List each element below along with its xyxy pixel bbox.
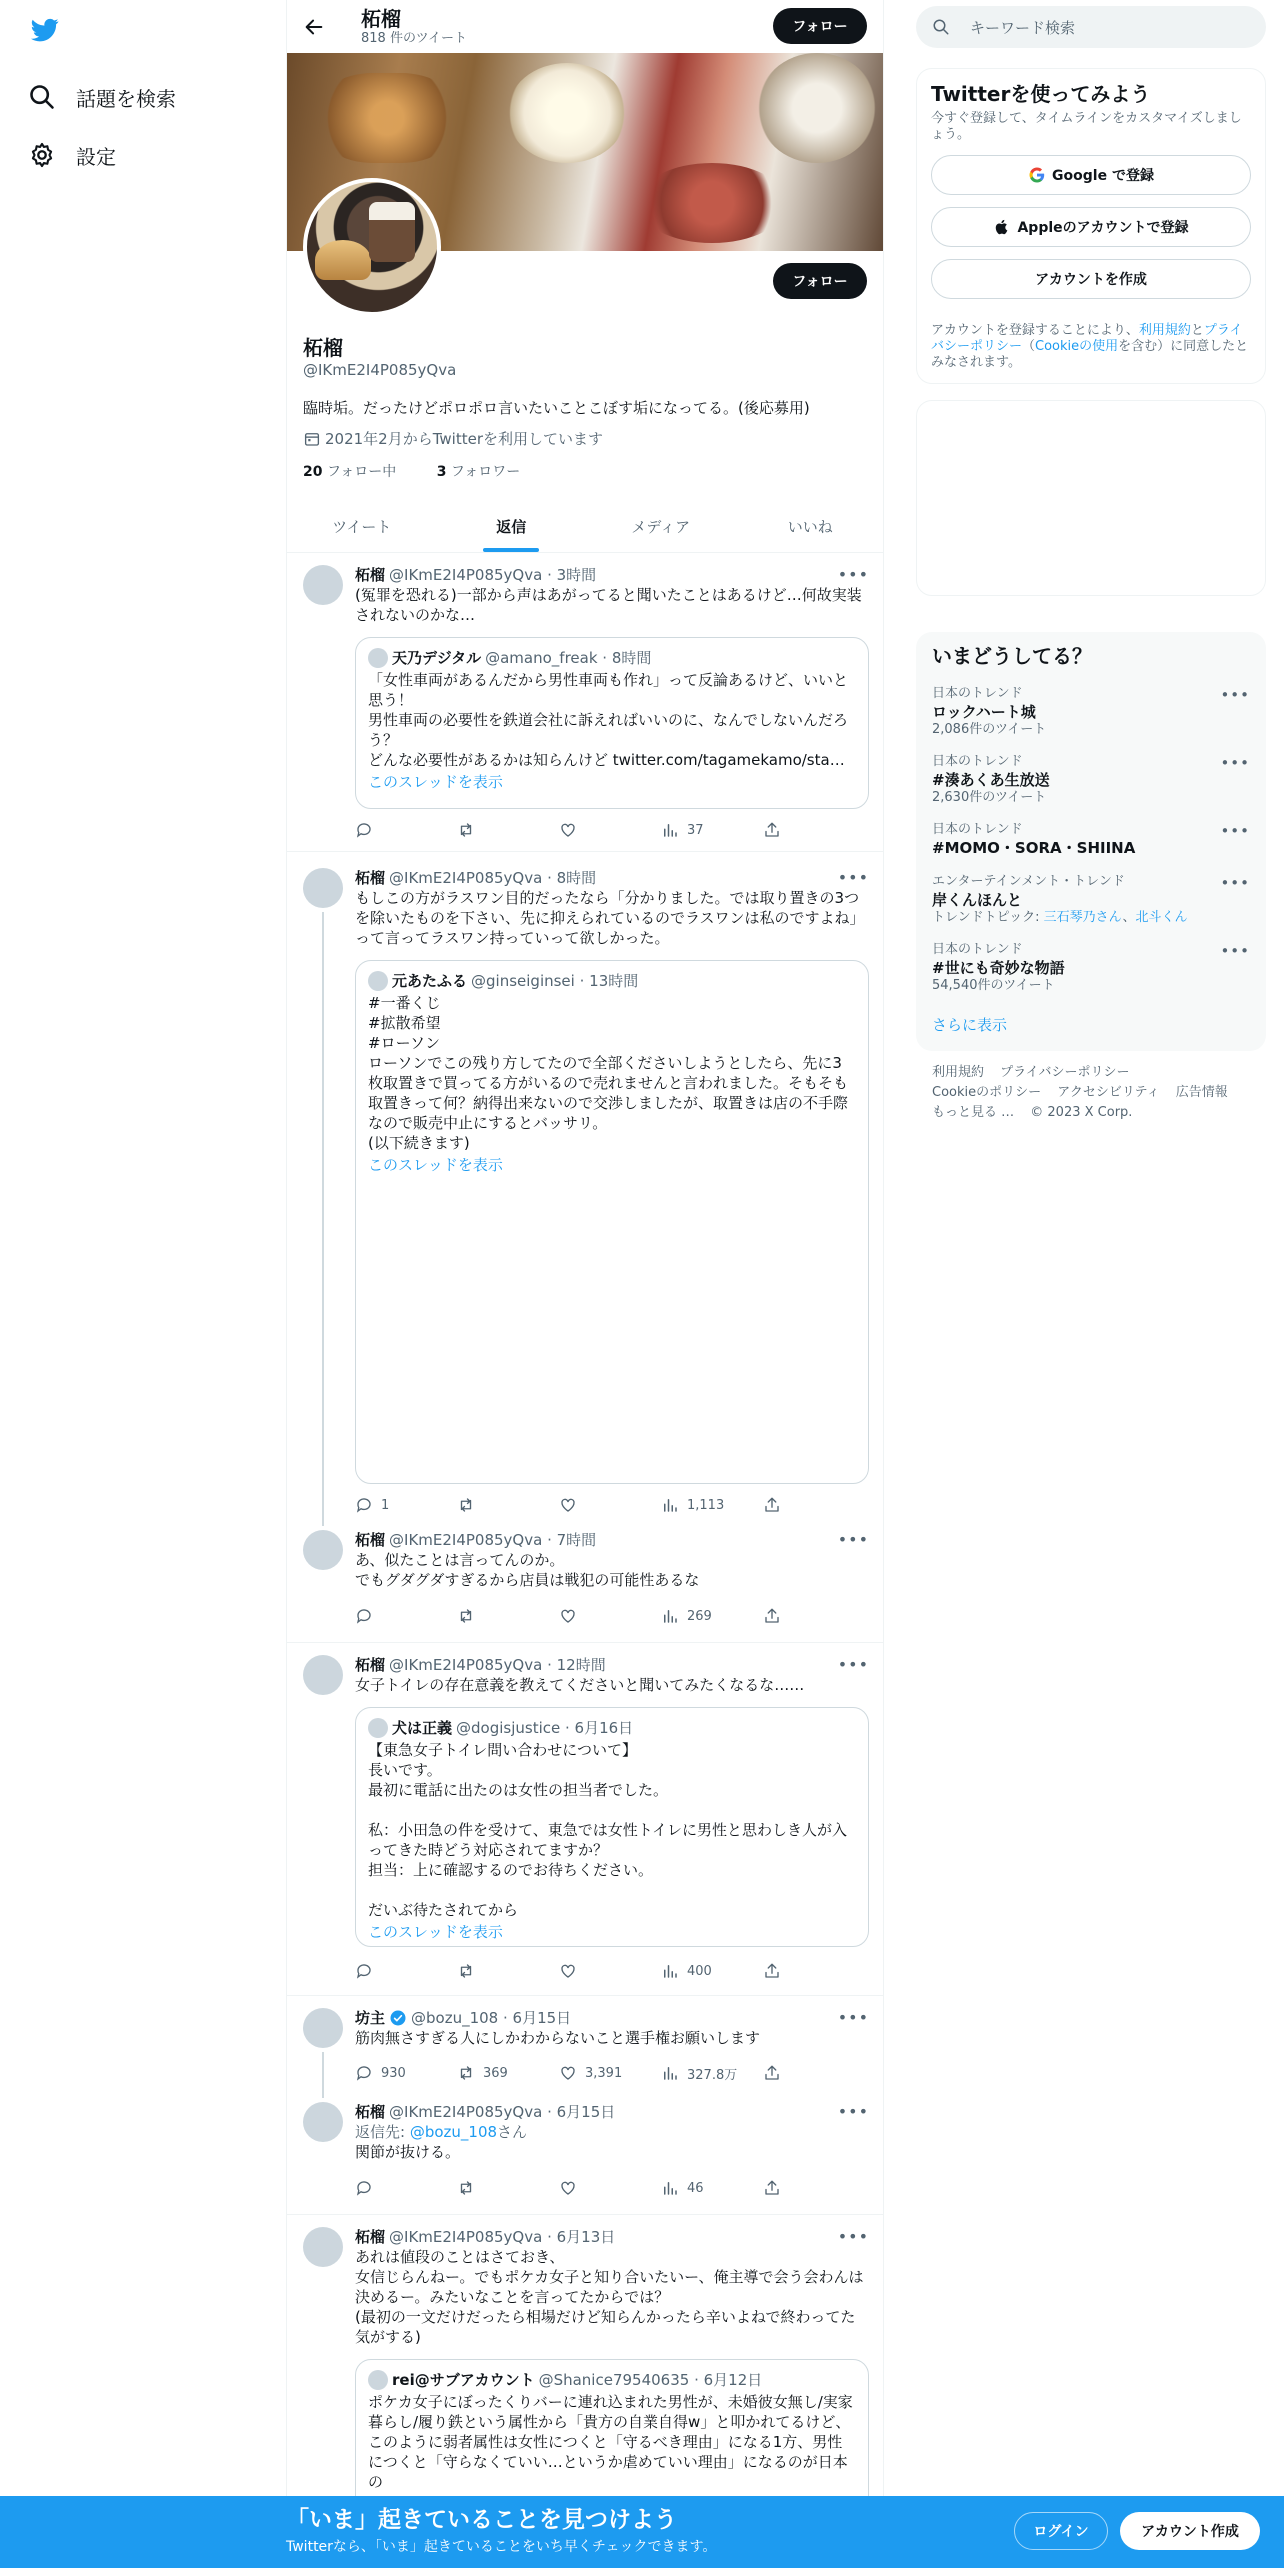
heart-icon xyxy=(559,1962,577,1980)
reply-icon xyxy=(355,2179,373,2197)
tweet-text: もしこの方がラスワン目的だったなら「分かりました。では取り置きの3つを除いたものを下さい、先に抑えられているのでラスワンは私のですよね」って言ってラスワン持っていって欲しかった。 xyxy=(355,889,865,947)
tweet-author[interactable]: 柘榴 xyxy=(355,1531,386,1549)
replying-to: 返信先: @bozu_108さん xyxy=(355,2123,528,2141)
tweet-actions xyxy=(355,1947,869,1995)
share-icon xyxy=(763,1607,781,1625)
profile-name: 柘榴 xyxy=(303,336,343,360)
terms-link[interactable]: 利用規約 xyxy=(1138,323,1191,338)
like-count: 3,391 xyxy=(585,2065,623,2081)
reply-icon xyxy=(355,1607,373,1625)
views-icon xyxy=(661,2179,679,2197)
bottom-title: 「いま」起きていることを見つけよう xyxy=(286,2507,677,2533)
signup-legal: アカウントを登録することにより、利用規約とプライバシーポリシー（Cookieの使用を含む）に同意したとみなされます。 xyxy=(931,323,1249,370)
tweet-author[interactable]: 柘榴 xyxy=(355,566,386,584)
quote-text: ポケカ女子にぼったくりバーに連れ込まれた男性が、未婚彼女無し/実家暮らし/履り鉄という属性から「貴方の自業自得w」と叩かれてるけど、このように弱者属性は女性につくと「守るべき理由」になる1方、男性につくと「守らなくていい…というか虐めていい理由」になるのが日本の xyxy=(368,2393,853,2491)
twitter-bird-icon[interactable] xyxy=(28,16,62,44)
more-icon[interactable]: ••• xyxy=(837,2102,869,2121)
quote-avatar xyxy=(368,1718,388,1738)
retweet-icon xyxy=(457,1496,475,1514)
quoted-tweet[interactable]: rei@サブアカウント @Shanice79540635 · 6月12日 ポケカ女子にぼったくりバーに連れ込まれた男性が、未婚彼女無し/実家暮らし/履り鉄という属性から「貴方の自業自得w」と叩かれてるけど、このように弱者属性は女性につくと「守るべき理由」になる1方、男性につくと「守らなくていい…というか虐めていい理由」になるのが日本の xyxy=(355,2359,869,2519)
trends-panel xyxy=(916,632,1266,1051)
like-button[interactable] xyxy=(559,1496,661,1514)
signup-title: Twitterを使ってみよう xyxy=(931,82,1151,106)
header-name: 柘榴 xyxy=(361,6,401,31)
more-icon[interactable]: ••• xyxy=(837,868,869,887)
tweet[interactable]: ••• 柘榴 @IKmE2I4P085yQva · 3時間 (冤罪を恐れる)一部から声はあがってると聞いたことはあるけど…何故実装されないのかな… 天乃デジタル @amano_freak · 8時間 「女性車両があるんだから男性車両も作れ」って反論あるけど、いいと思う！ 男性車両の必要性を鉄道会社に訴えればいいのに、なんでしないんだろう？ どんな必要性があるかは知らんけど twitter.com/tagamekamo/sta… このスレッドを表示 37 xyxy=(287,553,884,852)
views-icon xyxy=(661,1607,679,1625)
quoted-tweet[interactable]: 犬は正義 @dogisjustice · 6月16日 【東急女子トイレ問い合わせについて】 長いです。 最初に電話に出たのは女性の担当者でした。 私：小田急の件を受けて、東急では女性トイレに男性と思わしき人が入ってきた時どう対応されてますか？ 担当：上に確認するのでお待ちください。 だいぶ待たされてから このスレッドを表示 xyxy=(355,1707,869,1947)
tweet-text: 女子トイレの存在意義を教えてくださいと聞いてみたくなるな…… xyxy=(355,1676,805,1694)
tweet-actions xyxy=(355,2048,869,2098)
nav-settings-label: 設定 xyxy=(76,144,116,169)
quote-text: 「女性車両があるんだから男性車両も作れ」って反論あるけど、いいと思う！ 男性車両の必要性を鉄道会社に訴えればいいのに、なんでしないんだろう？ どんな必要性があるかは知らんけど twitter.com/tagamekamo/sta… xyxy=(368,671,849,769)
tweet-handle[interactable]: @IKmE2I4P085yQva xyxy=(389,1531,543,1549)
footer-link[interactable]: 広告情報 xyxy=(1175,1085,1228,1100)
verified-badge-icon xyxy=(389,2009,407,2027)
following-link[interactable]: 20 フォロー中 xyxy=(303,464,397,480)
share-icon xyxy=(763,1496,781,1514)
quoted-tweet[interactable]: 天乃デジタル @amano_freak · 8時間 「女性車両があるんだから男性車両も作れ」って反論あるけど、いいと思う！ 男性車両の必要性を鉄道会社に訴えればいいのに、なんでしないんだろう？ どんな必要性があるかは知らんけど twitter.com/tagamekamo/sta… このスレッドを表示 xyxy=(355,637,869,809)
reply-icon xyxy=(355,1496,373,1514)
retweet-button[interactable] xyxy=(457,1607,559,1625)
thread-line xyxy=(322,2052,324,2098)
search-icon xyxy=(28,83,56,111)
tweet-time[interactable]: 12時間 xyxy=(556,1656,606,1674)
tweet[interactable]: ••• 柘榴 @IKmE2I4P085yQva · 12時間 女子トイレの存在意義を教えてくださいと聞いてみたくなるな…… 犬は正義 @dogisjustice · 6月16日 【東急女子トイレ問い合わせについて】 長いです。 最初に電話に出たのは女性の担当者でした。 私：小田急の件を受けて、東急では女性トイレに男性と思わしき人が入ってきた時どう対応されてますか？ 担当：上に確認するのでお待ちください。 だいぶ待たされてから このスレッドを表示 400 xyxy=(287,1643,884,1996)
quote-avatar xyxy=(368,971,388,991)
bottom-signup-banner xyxy=(0,2496,1284,2568)
nav-settings[interactable] xyxy=(28,126,262,184)
retweet-icon xyxy=(457,821,475,839)
views-button[interactable] xyxy=(661,1962,763,1980)
tweet-actions xyxy=(355,809,869,851)
share-button[interactable] xyxy=(763,821,789,839)
views-button[interactable] xyxy=(661,1496,763,1514)
tweet-handle[interactable]: @IKmE2I4P085yQva xyxy=(389,869,543,887)
tweet[interactable]: ••• 柘榴 @IKmE2I4P085yQva · 8時間 もしこの方がラスワン目的だったなら「分かりました。では取り置きの3つを除いたものを下さい、先に抑えられているのでラスワンは私のですよね」って言ってラスワン持っていって欲しかった。 元あたふる @ginseiginsei · 13時間 #一番くじ #拡散希望 #ローソン ローソンでこの残り方してたので全部くださいしようとしたら、先に3枚取置きで買ってる方がいるので売れませんと言われました。そもそも取置きって何？納得出来ないので交渉しましたが、取置きは店の不手際なので販売中止にするとバッサリ。 (以下続きます) このスレッドを表示 1 1,113 xyxy=(287,852,884,1526)
retweet-icon xyxy=(457,2064,475,2082)
quote-time: 6月12日 xyxy=(703,2371,763,2389)
footer-link[interactable]: アクセシビリティ xyxy=(1057,1085,1160,1100)
header-tweet-count: 818 件のツイート xyxy=(361,30,468,46)
nav-explore-label: 話題を検索 xyxy=(76,86,176,111)
avatar[interactable] xyxy=(303,565,343,605)
quote-handle: @ginseiginsei xyxy=(471,972,575,990)
like-button[interactable] xyxy=(559,1962,661,1980)
retweet-button[interactable] xyxy=(457,2064,559,2082)
tab-media[interactable]: メディア xyxy=(631,517,691,536)
signup-subtitle: 今すぐ登録して、タイムラインをカスタマイズしましょう。 xyxy=(931,111,1242,142)
apple-signup-button[interactable]: Appleのアカウントで登録 xyxy=(931,207,1251,247)
right-sidebar xyxy=(916,0,1266,1135)
share-icon xyxy=(763,2179,781,2197)
reply-button[interactable] xyxy=(355,1962,457,1980)
search-box[interactable] xyxy=(916,6,1266,48)
footer-links xyxy=(916,1051,1266,1135)
retweet-icon xyxy=(457,1962,475,1980)
tab-likes[interactable]: いいね xyxy=(787,517,833,536)
retweet-button[interactable] xyxy=(457,2179,559,2197)
share-icon xyxy=(763,2064,781,2082)
timeline xyxy=(287,553,884,2519)
avatar[interactable] xyxy=(303,2102,343,2142)
profile-header-bar xyxy=(287,0,883,53)
apple-logo-icon xyxy=(993,218,1011,236)
heart-icon xyxy=(559,2064,577,2082)
follow-button[interactable]: フォロー xyxy=(773,263,867,299)
reply-button[interactable] xyxy=(355,2179,457,2197)
quote-author: 天乃デジタル xyxy=(392,649,482,667)
share-button[interactable] xyxy=(763,1496,789,1514)
copyright: © 2023 X Corp. xyxy=(1030,1105,1133,1120)
tweet-text: (冤罪を恐れる)一部から声はあがってると聞いたことはあるけど…何故実装されないのかな… xyxy=(355,586,862,624)
tweet-time[interactable]: 6月15日 xyxy=(556,2103,616,2121)
quote-time: 8時間 xyxy=(611,649,652,667)
empty-module xyxy=(916,400,1266,596)
footer-link[interactable]: プライバシーポリシー xyxy=(1000,1065,1130,1080)
quote-avatar xyxy=(368,2370,388,2390)
views-count: 400 xyxy=(687,1963,712,1979)
quote-handle: @amano_freak xyxy=(485,649,598,667)
show-more-link[interactable]: さらに表示 xyxy=(932,1016,1008,1034)
gear-icon xyxy=(28,141,56,169)
profile-info xyxy=(303,336,869,481)
profile-tabs xyxy=(287,500,884,553)
views-button[interactable] xyxy=(661,1607,763,1625)
views-icon xyxy=(661,2064,679,2082)
google-logo-icon xyxy=(1028,166,1046,184)
retweet-button[interactable] xyxy=(457,1496,559,1514)
reply-icon xyxy=(355,1962,373,1980)
heart-icon xyxy=(559,2179,577,2197)
views-count: 46 xyxy=(687,2180,704,2196)
like-button[interactable] xyxy=(559,2064,661,2082)
trend-item[interactable]: 日本のトレンド ロックハート城 2,086件のツイート ••• xyxy=(932,686,1250,737)
cookie-link[interactable]: Cookieの使用 xyxy=(1035,339,1119,354)
show-thread-link[interactable]: このスレッドを表示 xyxy=(368,1923,503,1941)
thread-line xyxy=(322,912,324,1526)
tweet-author[interactable]: 柘榴 xyxy=(355,1656,386,1674)
quote-time: 13時間 xyxy=(589,972,639,990)
joined-text: 2021年2月からTwitterを利用しています xyxy=(325,430,603,448)
trend-item[interactable]: 日本のトレンド #世にも奇妙な物語 54,540件のツイート ••• xyxy=(932,942,1250,993)
more-icon[interactable]: ••• xyxy=(1220,686,1250,704)
profile-handle: @IKmE2I4P085yQva xyxy=(303,361,457,379)
views-button[interactable] xyxy=(661,2179,763,2197)
share-button[interactable] xyxy=(763,2179,789,2197)
tweet[interactable]: ••• 坊主 @bozu_108 · 6月15日 筋肉無さすぎる人にしかわからないこと選手権お願いします 930 369 3,391 327.8万 xyxy=(287,1996,884,2098)
heart-icon xyxy=(559,821,577,839)
tweet-handle[interactable]: @IKmE2I4P085yQva xyxy=(389,566,543,584)
avatar[interactable] xyxy=(303,1530,343,1570)
quote-handle: @dogisjustice xyxy=(456,1719,561,1737)
reply-count: 1 xyxy=(381,1497,390,1513)
views-count: 1,113 xyxy=(687,1497,725,1513)
reply-to-link[interactable]: @bozu_108 xyxy=(409,2123,498,2141)
reply-button[interactable] xyxy=(355,1607,457,1625)
tweet-time[interactable]: 6月15日 xyxy=(512,2009,572,2027)
tweet-time[interactable]: 3時間 xyxy=(556,566,597,584)
tweet-text: 関節が抜ける。 xyxy=(355,2143,461,2161)
bottom-subtitle: Twitterなら、「いま」起きていることをいち早くチェックできます。 xyxy=(286,2539,717,2555)
back-arrow-icon[interactable] xyxy=(303,16,325,38)
share-button[interactable] xyxy=(763,1607,789,1625)
calendar-icon xyxy=(303,430,321,448)
login-button[interactable]: ログイン xyxy=(1014,2512,1108,2550)
tweet-text: あ、似たことは言ってんのか。 でもグダグダすぎるから店員は戦犯の可能性あるな xyxy=(355,1551,700,1589)
more-icon[interactable]: ••• xyxy=(837,2227,869,2246)
show-thread-link[interactable]: このスレッドを表示 xyxy=(368,773,503,791)
quote-text: 【東急女子トイレ問い合わせについて】 長いです。 最初に電話に出たのは女性の担当者でした。 私：小田急の件を受けて、東急では女性トイレに男性と思わしき人が入ってきた時どう対応されてますか？ 担当：上に確認するのでお待ちください。 だいぶ待たされてから xyxy=(368,1741,847,1919)
tweet-handle[interactable]: @IKmE2I4P085yQva xyxy=(389,2228,543,2246)
quoted-tweet[interactable]: 元あたふる @ginseiginsei · 13時間 #一番くじ #拡散希望 #ローソン ローソンでこの残り方してたので全部くださいしようとしたら、先に3枚取置きで買ってる方がいるので売れませんと言われました。そもそも取置きって何？納得出来ないので交渉しましたが、取置きは店の不手際なので販売中止にするとバッサリ。 (以下続きます) このスレッドを表示 xyxy=(355,960,869,1484)
avatar[interactable] xyxy=(303,868,343,908)
more-icon[interactable]: ••• xyxy=(837,1530,869,1549)
reply-icon xyxy=(355,821,373,839)
reply-button[interactable] xyxy=(355,1496,457,1514)
more-icon[interactable]: ••• xyxy=(1220,942,1250,960)
quote-author: rei@サブアカウント xyxy=(392,2371,535,2389)
trend-topic-link[interactable]: 三石琴乃さん xyxy=(1043,910,1123,925)
tweet-time[interactable]: 6月13日 xyxy=(556,2228,616,2246)
footer-link[interactable]: Cookieのポリシー xyxy=(932,1085,1042,1100)
nav-explore[interactable] xyxy=(28,68,262,126)
tweet-text: 筋肉無さすぎる人にしかわからないこと選手権お願いします xyxy=(355,2029,761,2047)
tab-tweets[interactable]: ツイート xyxy=(332,517,392,536)
register-button[interactable]: アカウント作成 xyxy=(1120,2512,1260,2550)
tweet[interactable]: ••• 柘榴 @IKmE2I4P085yQva · 6月13日 あれは値段のことはさておき、 女信じらんねー。でもポケカ女子と知り合いたいー、俺主導で会う会わんは決めるー。みたいなことを言ってたからでは？ (最初の一文だけだったら相場だけど知らんかったら辛いよねで終わってた気がする) rei@サブアカウント @Shanice79540635 · 6月12日 ポケカ女子にぼったくりバーに連れ込まれた男性が、未婚彼女無し/実家暮らし/履り鉄という属性から「貴方の自業自得w」と叩かれてるけど、このように弱者属性は女性につくと「守るべき理由」になる1方、男性につくと「守らなくていい…というか虐めていい理由」になるのが日本の xyxy=(287,2215,884,2519)
quote-text: #一番くじ #拡散希望 #ローソン ローソンでこの残り方してたので全部くださいしようとしたら、先に3枚取置きで買ってる方がいるので売れませんと言われました。そもそも取置きって何？納得出来ないので交渉しましたが、取置きは店の不手際なので販売中止にするとバッサリ。 (以下続きます) xyxy=(368,994,849,1152)
more-icon[interactable]: ••• xyxy=(1220,822,1250,840)
tweet-handle[interactable]: @IKmE2I4P085yQva xyxy=(389,1656,543,1674)
more-icon[interactable]: ••• xyxy=(1220,874,1250,892)
more-icon[interactable]: ••• xyxy=(837,2008,869,2027)
profile-avatar[interactable] xyxy=(303,178,441,316)
retweet-icon xyxy=(457,1607,475,1625)
tweet-actions xyxy=(355,2162,869,2214)
share-icon xyxy=(763,821,781,839)
like-button[interactable] xyxy=(559,2179,661,2197)
show-thread-link[interactable]: このスレッドを表示 xyxy=(368,1156,503,1174)
profile-bio: 臨時垢。だったけどポロポロ言いたいことこぼす垢になってる。(後応募用) xyxy=(303,399,810,417)
reply-button[interactable] xyxy=(355,2064,457,2082)
tweet-text: あれは値段のことはさておき、 女信じらんねー。でもポケカ女子と知り合いたいー、俺主導で会う会わんは決めるー。みたいなことを言ってたからでは？ (最初の一文だけだったら相場だけど知らんかったら辛いよねで終わってた気がする) xyxy=(355,2248,864,2346)
footer-link[interactable]: 利用規約 xyxy=(932,1065,985,1080)
trend-item[interactable]: 日本のトレンド #MOMO・SORA・SHIINA ••• xyxy=(932,822,1250,857)
retweet-button[interactable] xyxy=(457,1962,559,1980)
tweet[interactable]: ••• 柘榴 @IKmE2I4P085yQva · 6月15日 返信先: @bozu_108さん 関節が抜ける。 46 xyxy=(287,2098,884,2215)
google-signup-button[interactable]: Google で登録 xyxy=(931,155,1251,195)
quote-avatar xyxy=(368,648,388,668)
quote-handle: @Shanice79540635 xyxy=(538,2371,690,2389)
tweet-author[interactable]: 柘榴 xyxy=(355,2228,386,2246)
like-button[interactable] xyxy=(559,821,661,839)
views-button[interactable] xyxy=(661,2064,763,2083)
views-icon xyxy=(661,1496,679,1514)
tweet-actions xyxy=(355,1484,869,1526)
share-icon xyxy=(763,1962,781,1980)
share-button[interactable] xyxy=(763,2064,789,2082)
reply-icon xyxy=(355,2064,373,2082)
avatar[interactable] xyxy=(303,2227,343,2267)
views-icon xyxy=(661,821,679,839)
views-icon xyxy=(661,1962,679,1980)
trends-title: いまどうしてる？ xyxy=(932,644,1092,668)
retweet-button[interactable] xyxy=(457,821,559,839)
search-icon xyxy=(932,18,950,36)
tweet-actions xyxy=(355,1590,869,1642)
tweet-handle[interactable]: @IKmE2I4P085yQva xyxy=(389,2103,543,2121)
tweet-handle[interactable]: @bozu_108 xyxy=(411,2009,499,2027)
views-count: 37 xyxy=(687,822,704,838)
reply-button[interactable] xyxy=(355,821,457,839)
profile-joined xyxy=(303,428,869,449)
retweet-icon xyxy=(457,2179,475,2197)
views-count: 327.8万 xyxy=(687,2067,738,2083)
search-placeholder: キーワード検索 xyxy=(970,18,1076,37)
quote-author: 元あたふる xyxy=(392,972,468,990)
header-follow-button[interactable]: フォロー xyxy=(773,8,867,44)
like-button[interactable] xyxy=(559,1607,661,1625)
more-icon[interactable]: ••• xyxy=(837,565,869,584)
tweet-author[interactable]: 柘榴 xyxy=(355,869,386,887)
privacy-link[interactable]: プライバシーポリシー xyxy=(931,323,1243,354)
trend-item[interactable]: エンターテインメント・トレンド 岸くんほんと トレンドトピック: 三石琴乃さん、北斗くん ••• xyxy=(932,874,1250,925)
views-button[interactable] xyxy=(661,821,763,839)
share-button[interactable] xyxy=(763,1962,789,1980)
tweet[interactable]: ••• 柘榴 @IKmE2I4P085yQva · 7時間 あ、似たことは言ってんのか。 でもグダグダすぎるから店員は戦犯の可能性あるな 269 xyxy=(287,1526,884,1643)
heart-icon xyxy=(559,1496,577,1514)
create-account-button[interactable]: アカウントを作成 xyxy=(931,259,1251,299)
reply-count: 930 xyxy=(381,2065,406,2081)
tab-replies[interactable]: 返信 xyxy=(437,500,587,552)
profile-column xyxy=(286,0,884,2568)
tweet-author[interactable]: 柘榴 xyxy=(355,2103,386,2121)
views-count: 269 xyxy=(687,1608,712,1624)
heart-icon xyxy=(559,1607,577,1625)
quote-time: 6月16日 xyxy=(574,1719,634,1737)
quote-author: 犬は正義 xyxy=(392,1719,453,1737)
tweet-time[interactable]: 7時間 xyxy=(556,1531,597,1549)
signup-card xyxy=(916,68,1266,384)
tweet-author[interactable]: 坊主 xyxy=(355,2009,386,2027)
tweet-time[interactable]: 8時間 xyxy=(556,869,597,887)
avatar[interactable] xyxy=(303,2008,343,2048)
left-nav xyxy=(0,0,286,2568)
trend-topic-link[interactable]: 北斗くん xyxy=(1135,910,1188,925)
trend-item[interactable]: 日本のトレンド #湊あくあ生放送 2,630件のツイート ••• xyxy=(932,754,1250,805)
more-icon[interactable]: ••• xyxy=(1220,754,1250,772)
footer-link[interactable]: もっと見る … xyxy=(932,1105,1015,1120)
follow-stats xyxy=(303,461,869,481)
avatar[interactable] xyxy=(303,1655,343,1695)
followers-link[interactable]: 3 フォロワー xyxy=(436,464,521,480)
more-icon[interactable]: ••• xyxy=(837,1655,869,1674)
retweet-count: 369 xyxy=(483,2065,508,2081)
